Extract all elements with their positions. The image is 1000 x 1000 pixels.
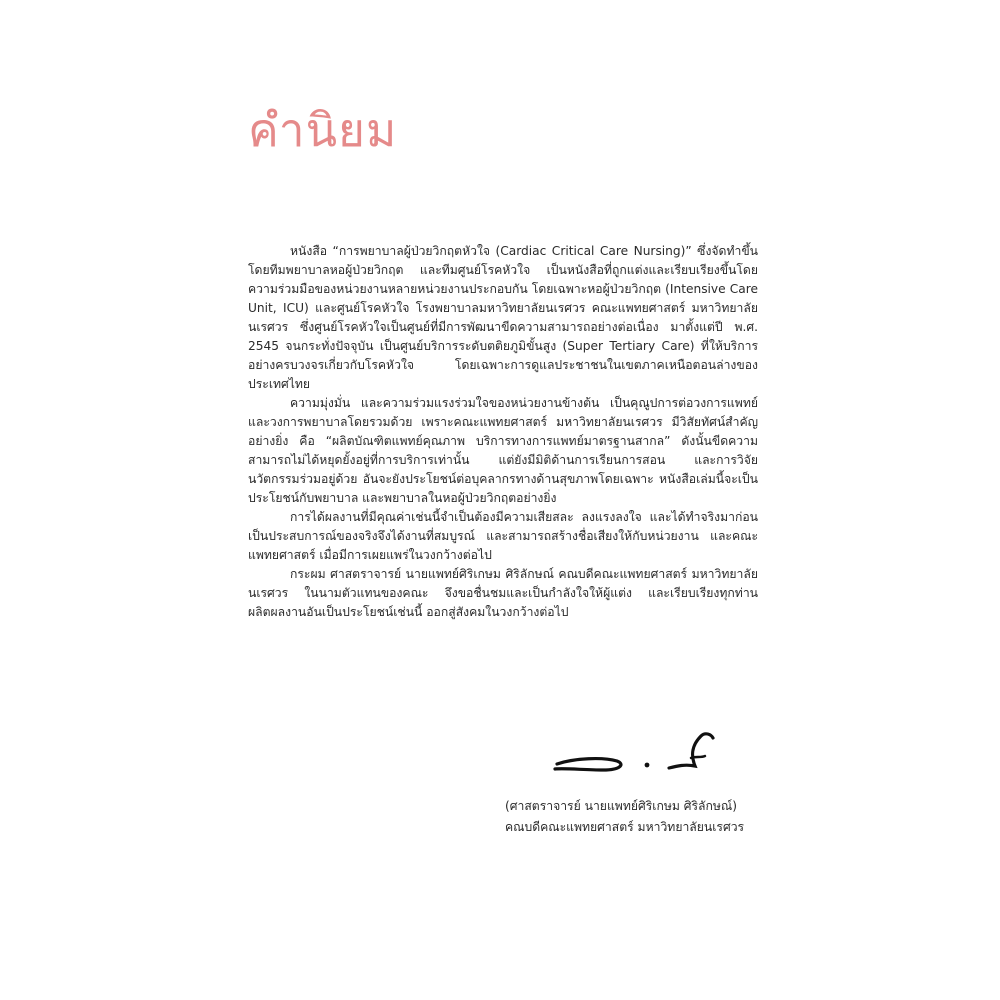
signer-position: คณบดีคณะแพทยศาสตร์ มหาวิทยาลัยนเรศวร bbox=[505, 820, 745, 834]
signature-graphic bbox=[545, 728, 720, 778]
paragraph-1: หนังสือ “การพยาบาลผู้ป่วยวิกฤตหัวใจ (Cardiac Critical Care Nursing)” ซึ่งจัดทำขึ้นโดยทีมพยาบาลหอผู้ป่วยวิกฤต และทีมศูนย์โรคหัวใจ เป็นหนังสือที่ถูกแต่งและเรียบเรียงขึ้นโดยความร่วมมือของหน่วยงานหลายหน่วยงานประกอบกัน โดยเฉพาะหอผู้ป่วยวิกฤต (Intensive Care Unit, ICU) และศูนย์โรคหัวใจ โรงพยาบาลมหาวิทยาลัยนเรศวร คณะแพทยศาสตร์ มหาวิทยาลัยนเรศวร ซึ่งศูนย์โรคหัวใจเป็นศูนย์ที่มีการพัฒนาขีดความสามารถอย่างต่อเนื่อง มาตั้งแต่ปี พ.ศ. 2545 จนกระทั่งปัจจุบัน เป็นศูนย์บริการระดับตติยภูมิขั้นสูง (Super Tertiary Care) ที่ให้บริการอย่างครบวงจรเกี่ยวกับโรคหัวใจ โดยเฉพาะการดูแลประชาชนในเขตภาคเหนือตอนล่างของประเทศไทย bbox=[248, 244, 758, 391]
paragraph-3: การได้ผลงานที่มีคุณค่าเช่นนี้จำเป็นต้องมีความเสียสละ ลงแรงลงใจ และได้ทำจริงมาก่อน เป็นประสบการณ์ของจริงจึงได้งานที่สมบูรณ์ และสามารถสร้างชื่อเสียงให้กับหน่วยงาน และคณะแพทยศาสตร์ เมื่อมีการเผยแพร่ในวงกว้างต่อไป bbox=[248, 510, 758, 562]
page-title: คำนิยม bbox=[248, 103, 398, 157]
document-body bbox=[248, 242, 758, 622]
signer-block bbox=[505, 796, 745, 838]
signer-name: (ศาสตราจารย์ นายแพทย์ศิริเกษม ศิริลักษณ์) bbox=[505, 799, 737, 813]
paragraph-2: ความมุ่งมั่น และความร่วมแรงร่วมใจของหน่วยงานข้างต้น เป็นคุณูปการต่อวงการแพทย์และวงการพยาบาลโดยรวมด้วย เพราะคณะแพทยศาสตร์ มหาวิทยาลัยนเรศวร มีวิสัยทัศน์สำคัญอย่างยิ่ง คือ “ผลิตบัณฑิตแพทย์คุณภาพ บริการทางการแพทย์มาตรฐานสากล” ดังนั้นขีดความสามารถไม่ได้หยุดยั้งอยู่ที่การบริการเท่านั้น แต่ยังมีมิติด้านการเรียนการสอน และการวิจัยนวัตกรรมร่วมอยู่ด้วย อันจะยังประโยชน์ต่อบุคลากรทางด้านสุขภาพโดยเฉพาะ หนังสือเล่มนี้จะเป็นประโยชน์กับพยาบาล และพยาบาลในหอผู้ป่วยวิกฤตอย่างยิ่ง bbox=[248, 396, 758, 505]
paragraph-4: กระผม ศาสตราจารย์ นายแพทย์ศิริเกษม ศิริลักษณ์ คณบดีคณะแพทยศาสตร์ มหาวิทยาลัยนเรศวร ในนามตัวแทนของคณะ จึงขอชื่นชมและเป็นกำลังใจให้ผู้แต่ง และเรียบเรียงทุกท่าน ผลิตผลงานอันเป็นประโยชน์เช่นนี้ ออกสู่สังคมในวงกว้างต่อไป bbox=[248, 567, 758, 619]
